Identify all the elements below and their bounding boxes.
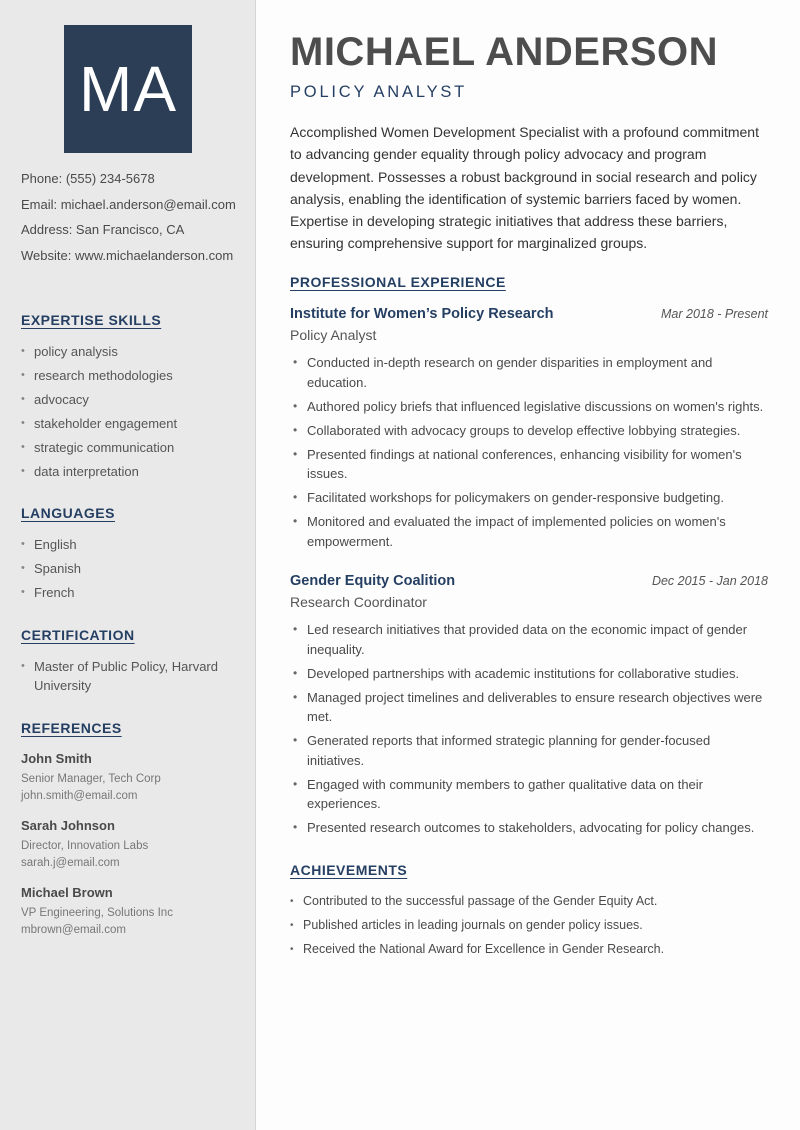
profile-summary: Accomplished Women Development Specialist with a profound commitment to advancing gender equality through policy advocacy and program development. Possesses a robust background in social research and policy analysis, enabling the identification of systemic barriers faced by women. Expertise in developing strategic initiatives that address these barriers, ensuring comprehensive support for marginalized groups. xyxy=(290,124,759,252)
achievement-item: • Contributed to the successful passage of the Gender Equity Act. xyxy=(290,892,768,911)
reference-name: Michael Brown xyxy=(21,885,113,900)
language-item: • French xyxy=(21,583,241,602)
certification-item: • Master of Public Policy, Harvard University xyxy=(21,657,241,695)
skill-item: • research methodologies xyxy=(21,366,241,385)
job-header xyxy=(290,306,768,322)
sidebar xyxy=(0,0,256,1130)
reference-role: Director, Innovation Labs xyxy=(21,840,149,852)
job-entry xyxy=(290,306,768,556)
reference-email: john.smith@email.com xyxy=(21,790,138,802)
job-role: Research Coordinator xyxy=(290,594,427,610)
job-bullet: • Generated reports that informed strategic planning for gender-focused initiatives. xyxy=(290,731,768,770)
achievements-heading: ACHIEVEMENTS xyxy=(290,862,408,878)
job-bullet: • Conducted in-depth research on gender disparities in employment and education. xyxy=(290,353,768,392)
languages-list xyxy=(21,535,241,602)
skills-list xyxy=(21,342,241,481)
monogram-badge: MA xyxy=(64,25,192,153)
skill-item: • data interpretation xyxy=(21,462,241,481)
job-header xyxy=(290,573,768,589)
job-bullets xyxy=(290,353,768,551)
reference-name: John Smith xyxy=(21,751,92,766)
contact-info xyxy=(21,170,251,272)
job-entry xyxy=(290,573,768,842)
job-bullet: • Authored policy briefs that influenced legislative discussions on women's rights. xyxy=(290,397,768,417)
job-title: POLICY ANALYST xyxy=(290,83,468,101)
languages-heading: LANGUAGES xyxy=(21,505,115,521)
references-heading: REFERENCES xyxy=(21,720,122,736)
job-company: Institute for Women’s Policy Research xyxy=(290,306,554,322)
reference-entry xyxy=(21,817,241,872)
person-name: MICHAEL ANDERSON xyxy=(290,30,719,74)
job-bullet: • Presented findings at national conferences, enhancing visibility for women's issues. xyxy=(290,445,768,484)
reference-entry xyxy=(21,750,241,805)
job-bullet: • Managed project timelines and deliverables to ensure research objectives were met. xyxy=(290,688,768,727)
language-item: • English xyxy=(21,535,241,554)
achievement-item: • Published articles in leading journals on gender policy issues. xyxy=(290,916,768,935)
job-dates: Dec 2015 - Jan 2018 xyxy=(651,574,768,588)
contact-address: Address: San Francisco, CA xyxy=(21,222,185,237)
languages-section xyxy=(21,505,241,607)
reference-email: mbrown@email.com xyxy=(21,924,126,936)
achievements-list xyxy=(290,892,768,959)
job-bullet: • Engaged with community members to gather qualitative data on their experiences. xyxy=(290,775,768,814)
skill-item: • policy analysis xyxy=(21,342,241,361)
achievement-item: • Received the National Award for Excellence in Gender Research. xyxy=(290,940,768,959)
experience-heading: PROFESSIONAL EXPERIENCE xyxy=(290,274,506,290)
job-bullet: • Developed partnerships with academic institutions for collaborative studies. xyxy=(290,664,768,684)
contact-email: Email: michael.anderson@email.com xyxy=(21,196,236,212)
certification-heading: CERTIFICATION xyxy=(21,627,135,643)
reference-entry xyxy=(21,884,241,939)
job-bullet: • Facilitated workshops for policymakers on gender-responsive budgeting. xyxy=(290,488,768,508)
achievements-section xyxy=(290,862,768,964)
certification-list xyxy=(21,657,241,695)
job-dates: Mar 2018 - Present xyxy=(661,307,768,321)
job-bullet: • Monitored and evaluated the impact of implemented policies on women's empowerment. xyxy=(290,512,768,551)
certification-section xyxy=(21,627,241,700)
reference-email: sarah.j@email.com xyxy=(21,857,120,869)
job-bullet: • Presented research outcomes to stakeholders, advocating for policy changes. xyxy=(290,818,768,838)
skill-item: • stakeholder engagement xyxy=(21,414,241,433)
reference-name: Sarah Johnson xyxy=(21,818,115,833)
references-section xyxy=(21,720,241,951)
contact-website: Website: www.michaelanderson.com xyxy=(21,247,234,263)
job-bullet: • Led research initiatives that provided data on the economic impact of gender inequality. xyxy=(290,620,768,659)
language-item: • Spanish xyxy=(21,559,241,578)
reference-role: VP Engineering, Solutions Inc xyxy=(21,907,173,919)
job-bullet: • Collaborated with advocacy groups to develop effective lobbying strategies. xyxy=(290,421,768,441)
job-bullets xyxy=(290,620,768,838)
skills-heading: EXPERTISE SKILLS xyxy=(21,312,162,328)
contact-phone: Phone: (555) 234-5678 xyxy=(21,171,155,186)
job-role: Policy Analyst xyxy=(290,327,377,343)
skill-item: • strategic communication xyxy=(21,438,241,457)
skill-item: • advocacy xyxy=(21,390,241,409)
reference-role: Senior Manager, Tech Corp xyxy=(21,773,161,785)
skills-section xyxy=(21,312,241,486)
job-company: Gender Equity Coalition xyxy=(290,573,456,589)
